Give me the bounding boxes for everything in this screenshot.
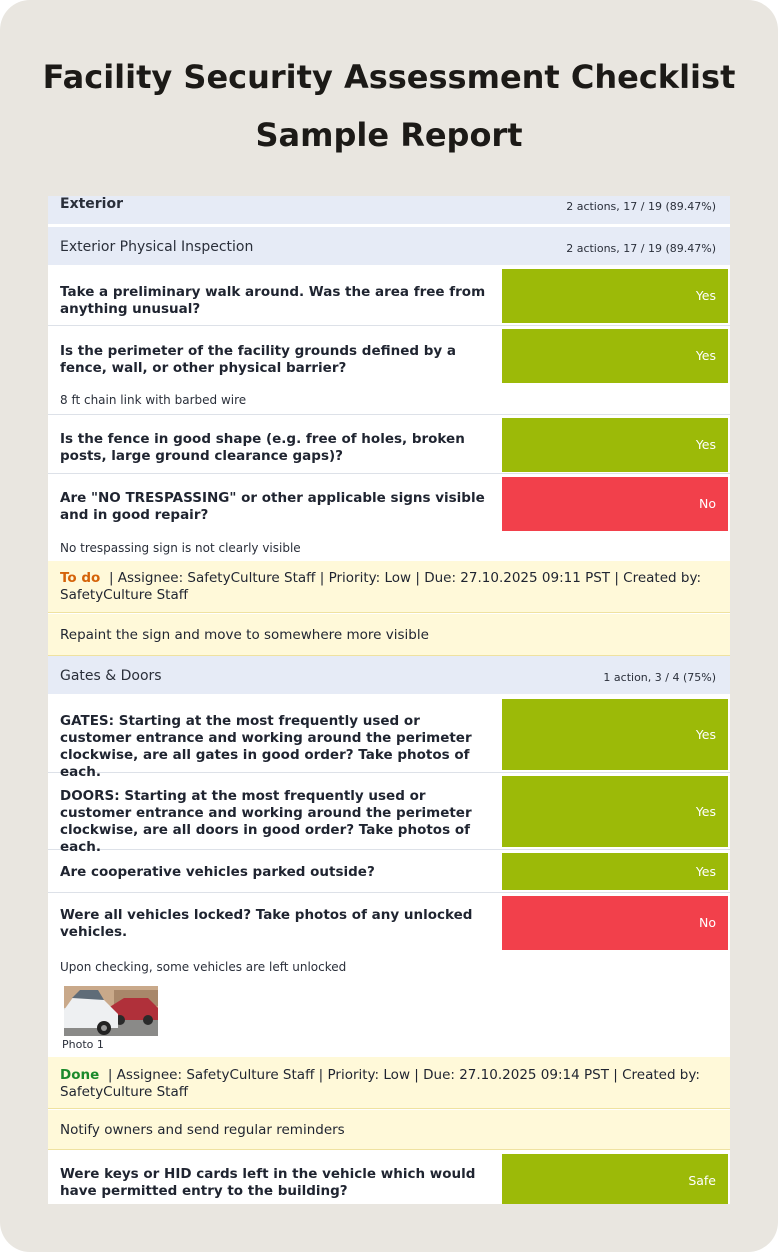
question-text: Are cooperative vehicles parked outside? [60, 864, 375, 880]
section-score: 1 action, 3 / 4 (75%) [603, 671, 716, 684]
response-safe[interactable]: Safe [502, 1154, 728, 1204]
question-text: DOORS: Starting at the most frequently used or customer entrance and working around the perimeter clockwise, are all doors in good order? Take photos of each. [60, 788, 472, 855]
action-item[interactable] [48, 561, 730, 613]
section-gates-doors[interactable] [48, 656, 730, 696]
action-status-done: Done [60, 1067, 100, 1083]
section-exterior[interactable] [48, 196, 730, 226]
question-row [48, 327, 730, 415]
question-text: Were keys or HID cards left in the vehicle which would have permitted entry to the building? [60, 1166, 476, 1199]
question-text: Are "NO TRESPASSING" or other applicable signs visible and in good repair? [60, 490, 485, 523]
vehicle-photo-image [64, 986, 158, 1036]
response-yes[interactable]: Yes [502, 418, 728, 472]
response-no[interactable]: No [502, 477, 728, 531]
question-row [48, 697, 730, 780]
photo-caption: Photo 1 [62, 1038, 104, 1051]
question-row [48, 416, 730, 474]
action-item[interactable] [48, 1057, 730, 1109]
question-note: 8 ft chain link with barbed wire [60, 393, 247, 407]
question-text: Take a preliminary walk around. Was the area free from anything unusual? [60, 284, 486, 317]
vehicle-photo[interactable] [64, 986, 158, 1036]
action-description-row [48, 614, 730, 656]
question-note: Upon checking, some vehicles are left unlocked [60, 960, 347, 974]
section-title: Exterior [60, 196, 124, 212]
question-text: Is the perimeter of the facility grounds defined by a fence, wall, or other physical barrier? [60, 343, 457, 376]
action-status-todo: To do [60, 570, 101, 586]
response-yes[interactable]: Yes [502, 776, 728, 847]
section-score: 2 actions, 17 / 19 (89.47%) [566, 242, 716, 255]
action-description-row [48, 1110, 730, 1150]
page-subtitle: Sample Report [255, 116, 523, 154]
response-no[interactable]: No [502, 896, 728, 950]
question-text: GATES: Starting at the most frequently used or customer entrance and working around the perimeter clockwise, are all gates in good order? Take photos of each. [60, 713, 472, 780]
report-page [48, 196, 730, 1204]
page-title: Facility Security Assessment Checklist [42, 58, 736, 96]
action-meta: | Assignee: SafetyCulture Staff | Priority: Low | Due: 27.10.2025 09:14 PST | Created by: SafetyCulture Staff [60, 1067, 700, 1100]
action-details [60, 570, 710, 604]
action-details [60, 1067, 710, 1101]
response-yes[interactable]: Yes [502, 269, 728, 323]
response-yes[interactable]: Yes [502, 699, 728, 770]
response-yes[interactable]: Yes [502, 329, 728, 383]
question-row [48, 268, 730, 326]
action-description: Repaint the sign and move to somewhere more visible [60, 627, 429, 643]
question-row [48, 774, 730, 855]
question-row [48, 475, 730, 561]
question-note: No trespassing sign is not clearly visible [60, 541, 301, 555]
section-title: Gates & Doors [60, 668, 162, 684]
question-row [48, 1154, 730, 1204]
question-text: Is the fence in good shape (e.g. free of holes, broken posts, large ground clearance gaps)? [60, 431, 465, 464]
section-title: Exterior Physical Inspection [60, 239, 254, 255]
question-text: Were all vehicles locked? Take photos of any unlocked vehicles. [60, 907, 473, 940]
question-row [48, 851, 730, 893]
section-score: 2 actions, 17 / 19 (89.47%) [566, 200, 716, 213]
action-meta: | Assignee: SafetyCulture Staff | Priority: Low | Due: 27.10.2025 09:11 PST | Created by: SafetyCulture Staff [60, 570, 702, 603]
action-description: Notify owners and send regular reminders [60, 1122, 345, 1138]
section-exterior-physical-inspection[interactable] [48, 227, 730, 267]
response-yes[interactable]: Yes [502, 853, 728, 890]
